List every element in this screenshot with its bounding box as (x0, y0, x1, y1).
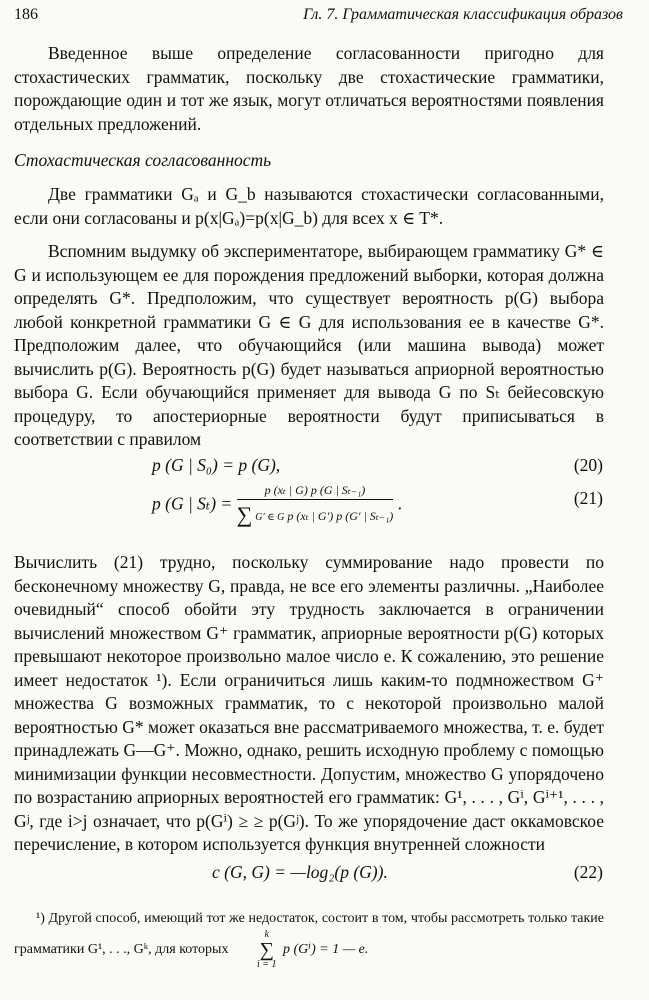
sum-symbol: ∑ (236, 502, 253, 527)
equation-21-number: (21) (573, 488, 603, 508)
equation-21-denominator-term: p (xₜ | G′) p (G′ | Sₜ₋₁) (287, 509, 394, 523)
intro-text: Введенное выше определение согласованности пригодно для стохастических грамматик, поскольку две стохастические грамматики, порождающие один и тот же язык, могут отличаться вероятностями появления отдельных предложений. (14, 43, 604, 134)
equation-20 (152, 455, 280, 476)
equation-22-expression: c (G, G) = —log₂(p (G)). (212, 862, 388, 882)
definition-text: Две грамматики Gₐ и G_b называются стохастически согласованными, если они согласованы и p(x|Gₐ)=p(x|G_b) для всех x ∈ T*. (14, 184, 604, 228)
footnote-sum-lower: i = 1 (256, 959, 277, 970)
second-paragraph (14, 551, 604, 857)
equation-21-denominator (237, 500, 394, 528)
equation-22-number: (22) (573, 862, 603, 882)
equation-21-fraction (237, 483, 394, 528)
page-number: 186 (14, 6, 38, 23)
sum-index: G′ ∈ G (255, 512, 285, 523)
equation-20-expression: p (G | S₀) = p (G), (152, 455, 281, 475)
equation-22 (212, 862, 388, 883)
equation-21: p (G | Sₜ) = $\frac{\text{p (xₜ | G) p (G | Sₜ₋₁)}}{\text{∑ G′ ∈ G p (xₜ | G′) p (G′ | Sₜ₋₁)}}$ . (152, 483, 403, 527)
footnote-sum (235, 929, 277, 971)
intro-paragraph (14, 42, 604, 136)
footnote-sum-upper: k (264, 929, 269, 940)
second-text: Вычислить (21) трудно, поскольку суммирование надо провести по бесконечному множеству G, правда, не все его элементы различны. „Наиболее очевидный“ способ обойти эту трудность заключается в ограничении вычислений множеством G⁺ грамматик, априорные вероятности p(G) которых превышают некоторое произвольно малое число e. К сожалению, это решение имеет недостаток ¹). Если ограничиться лишь каким-то подмножеством G⁺ множества G возможных грамматик, то с некоторой произвольно малой вероятностью G* может оказаться вне рассматриваемого множества, т. е. будет принадлежать G—G⁺. Можно, однако, решить исходную проблему с помощью минимизации функции несовместности. Допустим, множество G упорядочено по возрастанию априорных вероятностей его грамматик: G¹, . . . , Gⁱ, Gⁱ⁺¹, . . . , Gʲ, где i>j означает, что p(Gⁱ) ≥ ≥ p(Gʲ). То же упорядочение даст оккамовское перечисление, в котором используется функция внутренней сложности (14, 552, 604, 854)
footnote-sum-expression: p (Gⁱ) = 1 — e. (283, 942, 369, 958)
footnote-body: ¹) Другой способ, имеющий тот же недостаток, состоит в том, чтобы рассмотреть только такие грамматики G¹, . . ., Gᵏ, для которых (14, 911, 604, 958)
section-heading: Стохастическая согласованность (14, 150, 272, 170)
footnote-text (14, 908, 604, 971)
equation-21-lhs: p (G | Sₜ) = (152, 493, 233, 514)
equation-20-number: (20) (573, 455, 603, 475)
footnote-sum-symbol: ∑ (259, 939, 274, 961)
footnote (14, 908, 604, 971)
equation-21-numerator: p (xₜ | G) p (G | Sₜ₋₁) (237, 483, 394, 500)
running-title: Гл. 7. Грамматическая классификация образов (303, 6, 623, 23)
definition-paragraph (14, 183, 604, 230)
main-text: Вспомним выдумку об экспериментаторе, выбирающем грамматику G* ∈ G и использующем ее для порождения предложений выборки, которая должна определять G*. Предположим, что существует вероятность p(G) выбора любой конкретной грамматики G ∈ G для использования ее в качестве G*. Предположим далее, что обучающийся (или машина вывода) может вычислить p(G). Вероятность p(G) будет называться априорной вероятностью выбора G. Если обучающийся применяет для вывода G по Sₜ бейесовскую процедуру, то апостериорные вероятности будут приписываться в соответствии с правилом (14, 241, 604, 449)
main-paragraph (14, 240, 604, 452)
